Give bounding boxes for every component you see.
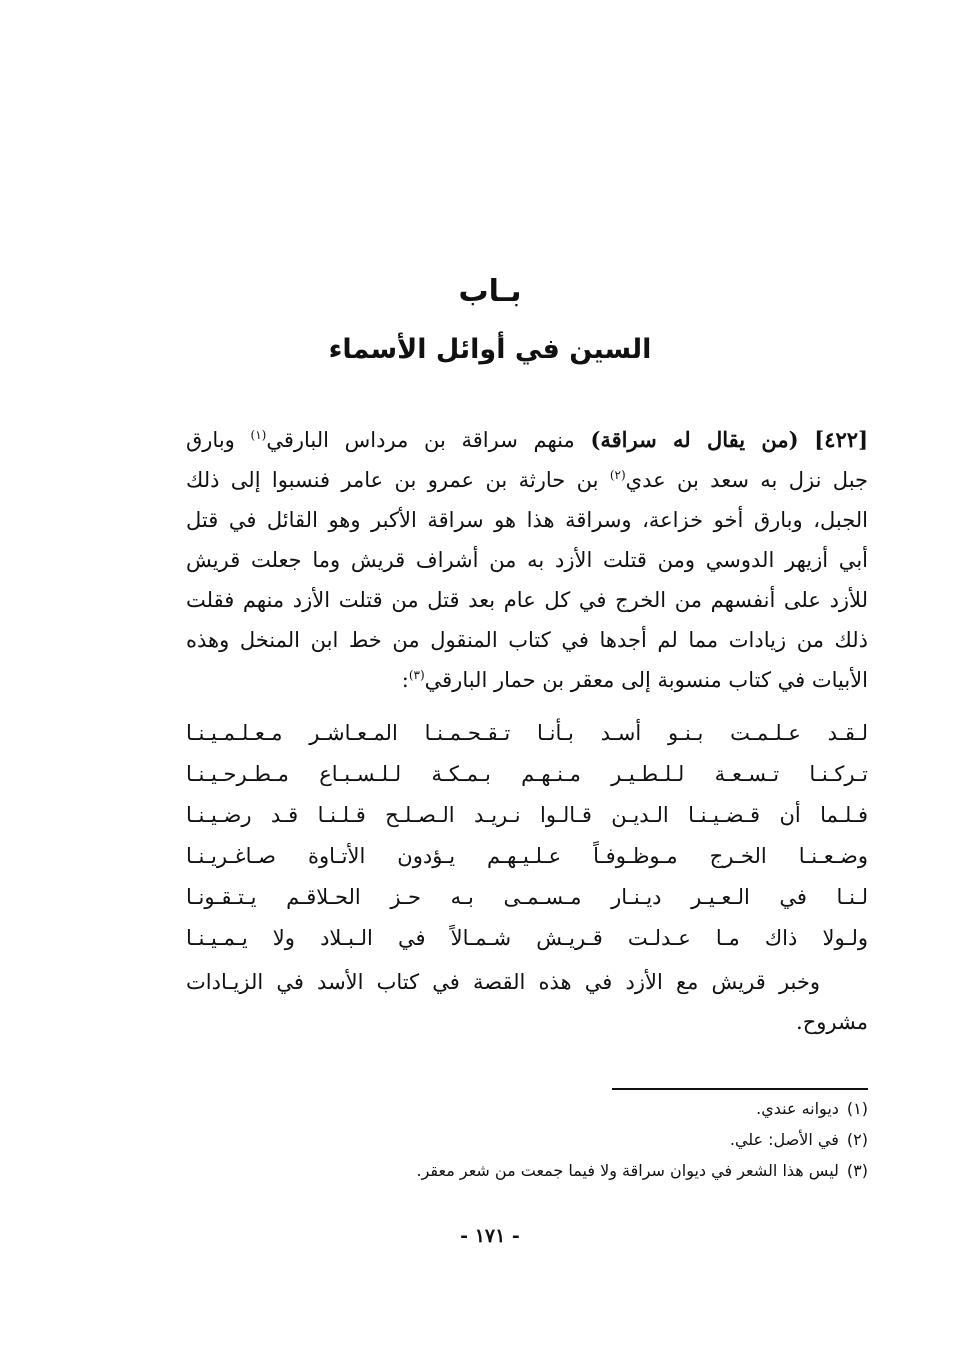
footnote bbox=[186, 1155, 868, 1186]
paragraph-closing bbox=[186, 962, 868, 1042]
entry-heading: (من يقال له سراقة) bbox=[590, 427, 799, 452]
paragraph-line: ذلك من زيادات مما لم أجدها في كتاب المنقول من خط ابن المنخل وهذه bbox=[186, 628, 868, 652]
paragraph-line bbox=[186, 460, 868, 500]
line-text: : bbox=[401, 668, 409, 692]
poem-verse: لـنـا في الـعـيـر ديـنـار مـسـمـى بـه حـز الحـلاقـم يـتـقـونـا bbox=[186, 885, 868, 909]
poem-verse: وضـعـنـا الخـرج مـوظـوفـاً عـلـيـهـم يـؤدون الأتـاوة صـاغـريـنـا bbox=[186, 844, 868, 868]
page-number: - ١٧١ - bbox=[460, 1225, 520, 1247]
chapter-label: بـاب bbox=[458, 274, 522, 309]
line-text: وبارق bbox=[186, 428, 251, 452]
poem bbox=[186, 713, 868, 959]
chapter-title: السين في أوائل الأسماء bbox=[328, 334, 652, 365]
poem-verse: ولـولا ذاك مـا عـدلـت قـريـش شـمـالاً في الـبـلاد ولا يـمـيـنـا bbox=[186, 926, 868, 950]
line-text: منهم سراقة بن مرداس البارقي bbox=[266, 428, 575, 452]
footnote-number: (١) bbox=[846, 1099, 868, 1118]
poem-verse: لـقـد عـلـمـت بـنـو أسـد بـأنـا تـقـحـمـنـا المـعـاشـر مـعـلـمـيـنـا bbox=[186, 721, 868, 745]
footnote-text: في الأصل: علي. bbox=[729, 1130, 839, 1149]
line-text: جبل نزل به سعد بن عدي bbox=[625, 468, 868, 492]
entry-number: [٤٢٢] bbox=[814, 427, 868, 452]
line-text: بن حارثة بن عمرو بن عامر فنسبوا إلى ذلك bbox=[186, 468, 610, 492]
footnotes bbox=[186, 1093, 868, 1186]
footnote bbox=[186, 1124, 868, 1155]
footnote-number: (٣) bbox=[846, 1161, 868, 1180]
paragraph-line: للأزد على أنفسهم من الخرج في كل عام بعد قتل من قتلت الأزد منهم فقلت bbox=[186, 588, 868, 612]
paragraph-line: الجبل، وبارق أخو خزاعة، وسراقة هذا هو سراقة الأكبر وهو القائل في قتل bbox=[186, 508, 868, 532]
footnote bbox=[186, 1093, 868, 1124]
footnote-text: ليس هذا الشعر في ديوان سراقة ولا فيما جمعت من شعر معقر. bbox=[416, 1161, 839, 1180]
paragraph-line: أبي أزيهر الدوسي ومن قتلت الأزد به من أشراف قريش وما جعلت قريش bbox=[186, 548, 868, 572]
poem-verse: تـركـنـا تـسـعـة لـلـطـيـر مـنـهـم بـمـكـة لـلـسـبـاع مـطـرحـيـنـا bbox=[186, 762, 868, 786]
paragraph-line: وخبر قريش مع الأزد في هذه القصة في كتاب الأسد في الزيـادات bbox=[186, 970, 820, 994]
footnote-ref: (٢) bbox=[609, 468, 626, 482]
footnote-text: ديوانه عندي. bbox=[756, 1099, 839, 1118]
footnote-ref: (٣) bbox=[408, 668, 425, 682]
footnote-divider bbox=[612, 1088, 868, 1090]
paragraph-entry-422 bbox=[186, 420, 868, 700]
line-text: الأبيات في كتاب منسوبة إلى معقر بن حمار البارقي bbox=[424, 668, 868, 692]
poem-verse: فـلـما أن قـضـيـنـا الـديـن قـالـوا نـريـد الـصـلـح قـلـنـا قـد رضـيـنـا bbox=[186, 803, 868, 827]
paragraph-line bbox=[186, 660, 868, 700]
paragraph-line: مشروح. bbox=[796, 1010, 868, 1034]
footnote-ref: (١) bbox=[250, 428, 267, 442]
paragraph-line bbox=[186, 420, 868, 460]
footnote-number: (٢) bbox=[846, 1130, 868, 1149]
